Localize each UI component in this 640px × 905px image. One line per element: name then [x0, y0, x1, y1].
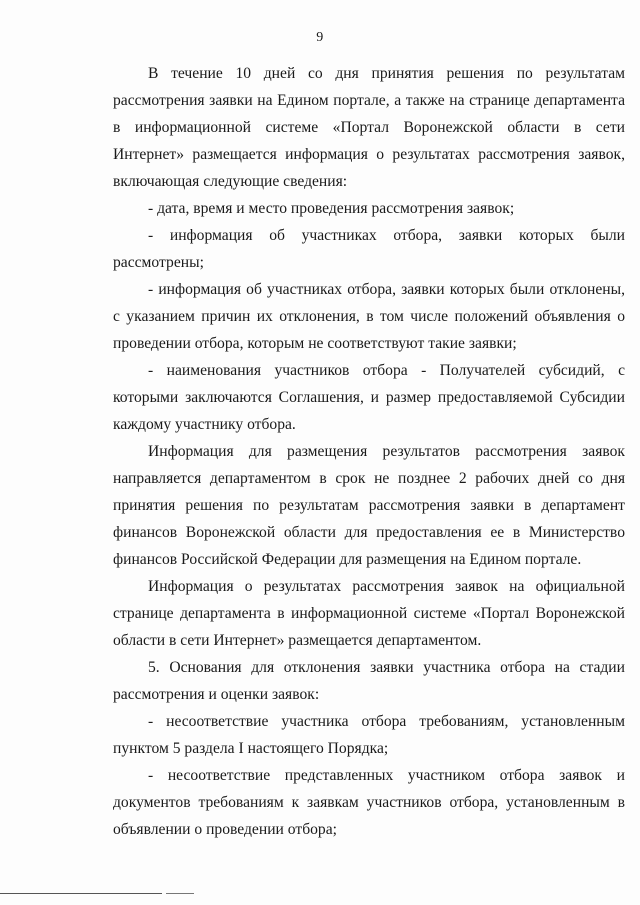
list-item-date-time-place: - дата, время и место проведения рассмотрения заявок; — [148, 200, 515, 217]
bottom-rule-segment — [166, 893, 194, 894]
list-item-documents-noncompliance: - несоответствие представленных участником отбора заявок и документов требованиям к заявкам участников отбора, установленным в объявлении о проведении отбора; — [113, 767, 625, 838]
paragraph-information-posting: Информация о результатах рассмотрения заявок на официальной странице департамента в информационной системе «Портал Воронежской области в сети Интернет» размещается департаментом. — [113, 578, 625, 649]
list-item-subsidy-recipients: - наименования участников отбора - Получателей субсидий, с которыми заключаются Соглашения, и размер предоставляемой Субсидии каждому участнику отбора. — [113, 362, 625, 433]
list-item-rejected-participants: - информация об участниках отбора, заявки которых были отклонены, с указанием причин их отклонения, в том числе положений объявления о проведении отбора, которым не соответствуют такие заявки; — [113, 281, 625, 352]
page-number: 9 — [316, 30, 324, 45]
paragraph-results-publication: В течение 10 дней со дня принятия решения по результатам рассмотрения заявки на Едином портале, а также на странице департамента в информационной системе «Портал Воронежской области в сети Интернет» размещается информация о результатах рассмотрения заявок, включающая следующие сведения: — [113, 65, 625, 190]
paragraph-information-submission: Информация для размещения результатов рассмотрения заявок направляется департаментом в срок не позднее 2 рабочих дней со дня принятия решения по результатам рассмотрения заявки в департамент финансов Воронежской области для предоставления ее в Министерство финансов Российской Федерации для размещения на Едином портале. — [113, 443, 625, 568]
list-item-participant-noncompliance: - несоответствие участника отбора требованиям, установленным пунктом 5 раздела I настоящего Порядка; — [113, 713, 625, 757]
bottom-rule — [0, 893, 162, 894]
paragraph-rejection-grounds: 5. Основания для отклонения заявки участника отбора на стадии рассмотрения и оценки заявок: — [113, 659, 625, 703]
list-item-reviewed-participants: - информация об участниках отбора, заявки которых были рассмотрены; — [113, 227, 625, 271]
document-body — [113, 60, 625, 843]
